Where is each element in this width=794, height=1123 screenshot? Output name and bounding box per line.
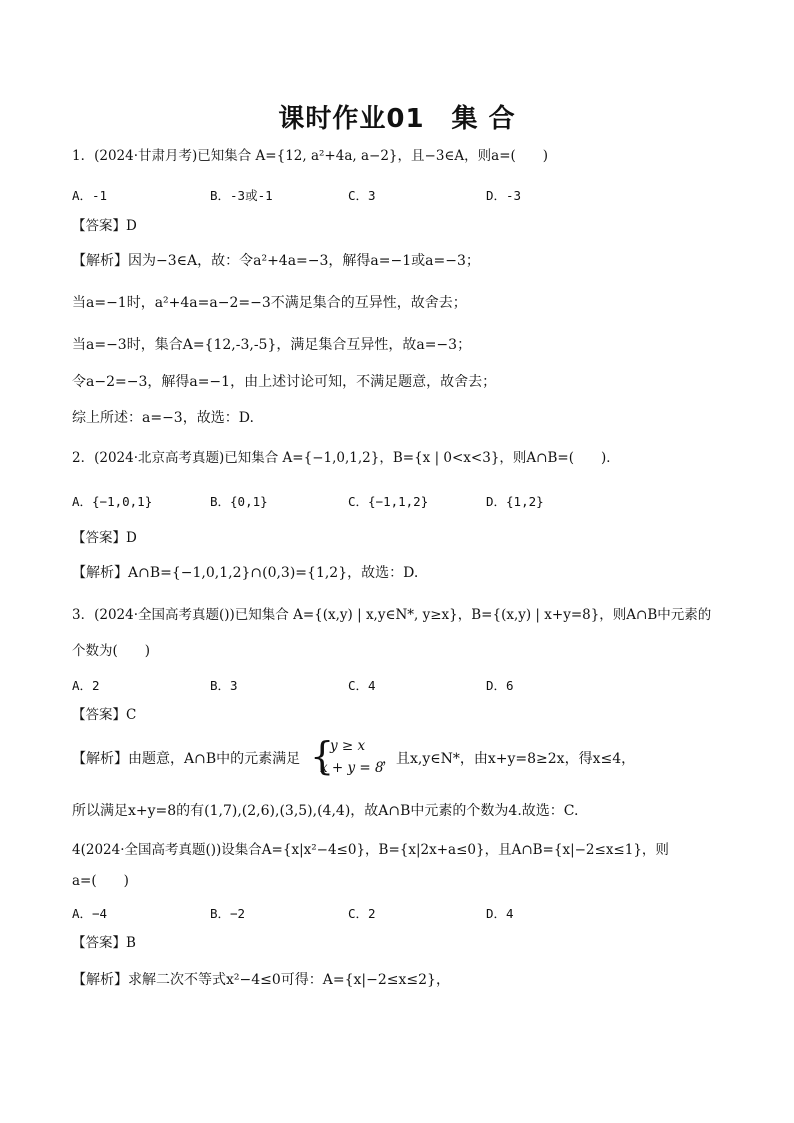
- q2-option-c: C．{−1,1,2}: [348, 494, 429, 509]
- question-3-stem-cont: 个数为( ): [72, 643, 151, 659]
- q4-option-a: A．−4: [72, 906, 108, 921]
- question-3-stem: 3．(2024·全国高考真题())已知集合 A={(x,y) | x,y∈N*, y≥x}，B={(x,y) | x+y=8}，则A∩B中元素的: [72, 607, 712, 623]
- q4-option-d: D．4: [486, 906, 514, 921]
- q4-analysis-line-1: 【解析】求解二次不等式x²−4≤0可得：A={x|−2≤x≤2}，: [72, 972, 450, 988]
- q1-analysis-line-3: 当a=−3时，集合A={12,-3,-5}，满足集合互异性，故a=−3；: [72, 337, 472, 353]
- q4-answer: 【答案】B: [72, 935, 136, 951]
- q1-option-a: A．-1: [72, 188, 108, 203]
- system-row-2: x + y = 8: [320, 760, 384, 776]
- q3-option-c: C．4: [348, 678, 376, 693]
- q3-option-b: B．3: [210, 678, 238, 693]
- q1-analysis-line-2: 当a=−1时，a²+4a=a−2=−3不满足集合的互异性，故舍去；: [72, 295, 467, 311]
- q1-option-b: B．-3或-1: [210, 188, 273, 203]
- q2-analysis-line-1: 【解析】A∩B={−1,0,1,2}∩(0,3)={1,2}，故选：D.: [72, 565, 419, 581]
- q1-analysis-line-4: 令a−2=−3，解得a=−1，由上述讨论可知，不满足题意，故舍去；: [72, 374, 497, 390]
- q1-option-d: D．-3: [486, 188, 522, 203]
- system-row-1: y ≥ x: [330, 738, 366, 754]
- question-4-stem: 4(2024·全国高考真题())设集合A={x|x²−4≤0}，B={x|2x+a≤0}，且A∩B={x|−2≤x≤1}，则: [72, 842, 669, 858]
- q1-analysis-line-1: 【解析】因为−3∈A，故：令a²+4a=−3，解得a=−1或a=−3；: [72, 253, 480, 269]
- q2-option-a: A．{−1,0,1}: [72, 494, 153, 509]
- q1-option-c: C．3: [348, 188, 376, 203]
- q2-option-b: B．{0,1}: [210, 494, 268, 509]
- q3-option-d: D．6: [486, 678, 514, 693]
- question-1-stem: 1．(2024·甘肃月考)已知集合 A={12, a²+4a, a−2}，且−3∈A，则a=( ): [72, 148, 549, 164]
- q3-option-a: A．2: [72, 678, 100, 693]
- question-2-stem: 2．(2024·北京高考真题)已知集合 A={−1,0,1,2}，B={x | 0<x<3}，则A∩B=( )．: [72, 450, 620, 466]
- q3-analysis-line-2: 所以满足x+y=8的有(1,7),(2,6),(3,5),(4,4)，故A∩B中元素的个数为4.故选：C.: [72, 803, 579, 819]
- q1-analysis-line-5: 综上所述：a=−3，故选：D.: [72, 410, 254, 426]
- q1-answer: 【答案】D: [72, 218, 137, 234]
- q4-option-b: B．−2: [210, 906, 246, 921]
- q3-analysis-suffix: ，且x,y∈N*，由x+y=8≥2x，得x≤4，: [382, 751, 636, 767]
- page-title: 课时作业01 集 合: [278, 104, 516, 134]
- question-4-stem-cont: a=( ): [72, 873, 129, 889]
- q3-analysis-prefix: 【解析】由题意，A∩B中的元素满足: [72, 751, 301, 767]
- q4-option-c: C．2: [348, 906, 376, 921]
- q3-answer: 【答案】C: [72, 707, 137, 723]
- equation-system: [310, 734, 384, 778]
- left-brace: {: [310, 734, 335, 778]
- q2-option-d: D．{1,2}: [486, 494, 544, 509]
- q2-answer: 【答案】D: [72, 530, 137, 546]
